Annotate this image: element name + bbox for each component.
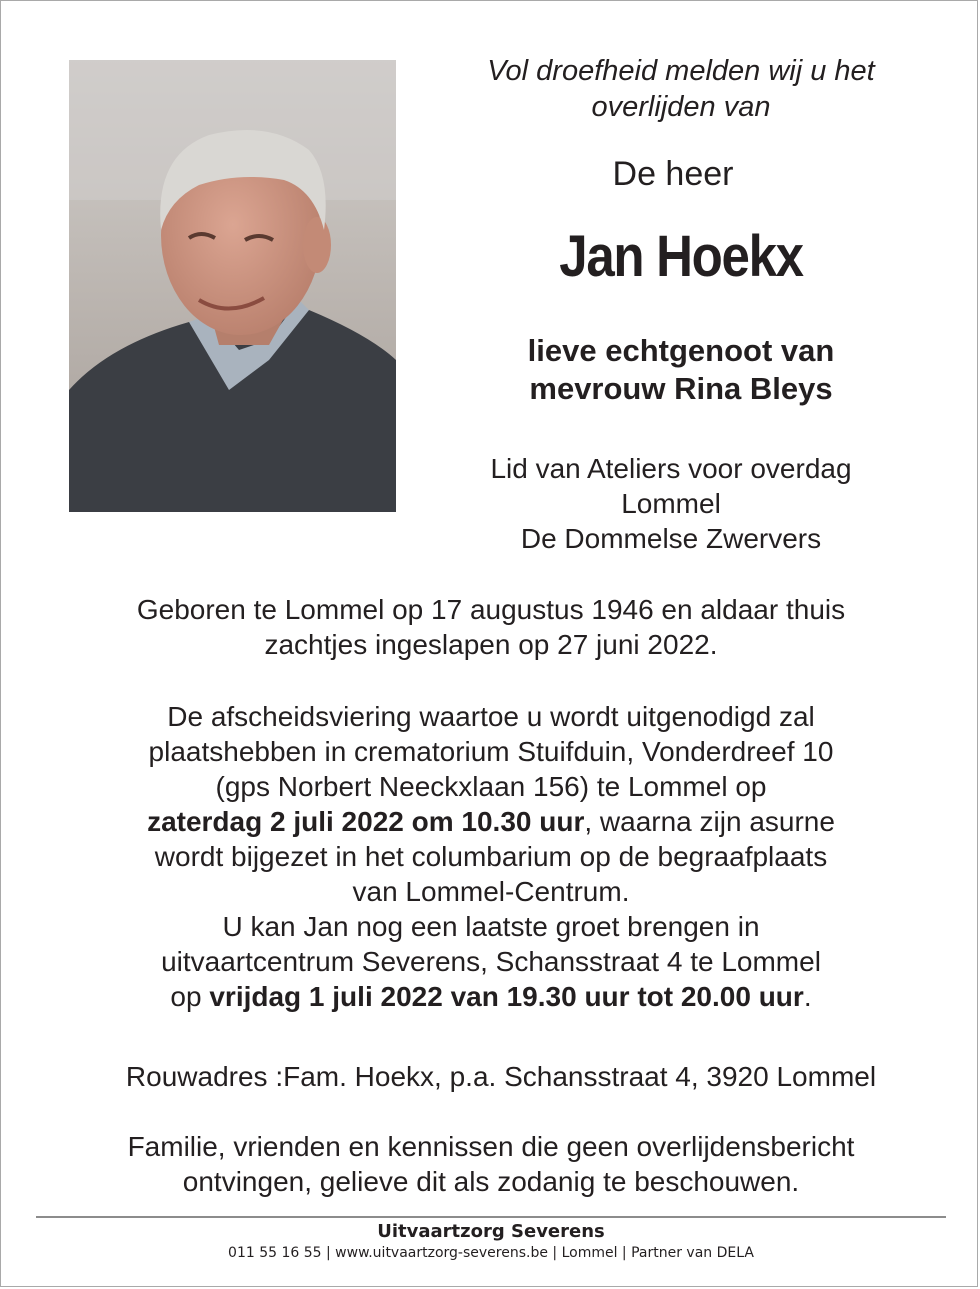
birth-death-text	[41, 592, 941, 662]
born-line-2: zachtjes ingeslapen op 27 juni 2022.	[264, 629, 718, 660]
intro-line-2: overlijden van	[591, 91, 771, 123]
spouse-line-2: mevrouw Rina Bleys	[529, 371, 833, 406]
ceremony-line-5: wordt bijgezet in het columbarium op de begraafplaats	[154, 841, 828, 872]
portrait-illustration	[69, 60, 396, 512]
family-notice	[41, 1129, 941, 1199]
intro-text	[431, 53, 931, 125]
membership-line-1: Lid van Ateliers voor overdag	[490, 453, 852, 484]
visitation-date: vrijdag 1 juli 2022 van 19.30 uur tot 20.00 uur	[209, 981, 804, 1012]
family-line-1: Familie, vrienden en kennissen die geen overlijdensbericht	[127, 1131, 855, 1162]
footer-divider	[36, 1216, 946, 1218]
intro-line-1: Vol droefheid melden wij u het	[487, 55, 875, 87]
spouse-line-1: lieve echtgenoot van	[527, 333, 835, 368]
membership-line-3: De Dommelse Zwervers	[520, 523, 822, 554]
ceremony-line-4-rest: , waarna zijn asurne	[584, 806, 835, 837]
ceremony-date: zaterdag 2 juli 2022 om 10.30 uur	[147, 806, 585, 837]
portrait-photo	[69, 60, 396, 512]
ceremony-line-6: van Lommel-Centrum.	[352, 876, 630, 907]
membership-text	[421, 451, 921, 556]
born-line-1: Geboren te Lommel op 17 augustus 1946 en aldaar thuis	[136, 594, 846, 625]
ceremony-text	[41, 699, 941, 1014]
funeral-company: Uitvaartzorg Severens	[377, 1221, 605, 1242]
ceremony-line-9-end: .	[803, 981, 812, 1012]
ceremony-line-9-start: op	[170, 981, 210, 1012]
ceremony-line-2: plaatshebben in crematorium Stuifduin, Vonderdreef 10	[148, 736, 834, 767]
ceremony-line-3: (gps Norbert Neeckxlaan 156) te Lommel op	[215, 771, 767, 802]
membership-line-2: Lommel	[621, 488, 721, 519]
ceremony-line-4	[41, 804, 941, 839]
funeral-contact: 011 55 16 55 | www.uitvaartzorg-severens.be | Lommel | Partner van DELA	[228, 1245, 754, 1261]
spouse-text	[431, 332, 931, 408]
ceremony-line-7: U kan Jan nog een laatste groet brengen in	[222, 911, 760, 942]
salutation: De heer	[612, 155, 734, 193]
deceased-name: Jan Hoekx	[559, 224, 803, 289]
ceremony-line-9	[41, 979, 941, 1014]
family-line-2: ontvingen, gelieve dit als zodanig te beschouwen.	[182, 1166, 800, 1197]
mourning-address: Rouwadres :Fam. Hoekx, p.a. Schansstraat 4, 3920 Lommel	[125, 1061, 877, 1092]
ceremony-line-8: uitvaartcentrum Severens, Schansstraat 4 te Lommel	[161, 946, 821, 977]
ceremony-line-1: De afscheidsviering waartoe u wordt uitgenodigd zal	[167, 701, 815, 732]
